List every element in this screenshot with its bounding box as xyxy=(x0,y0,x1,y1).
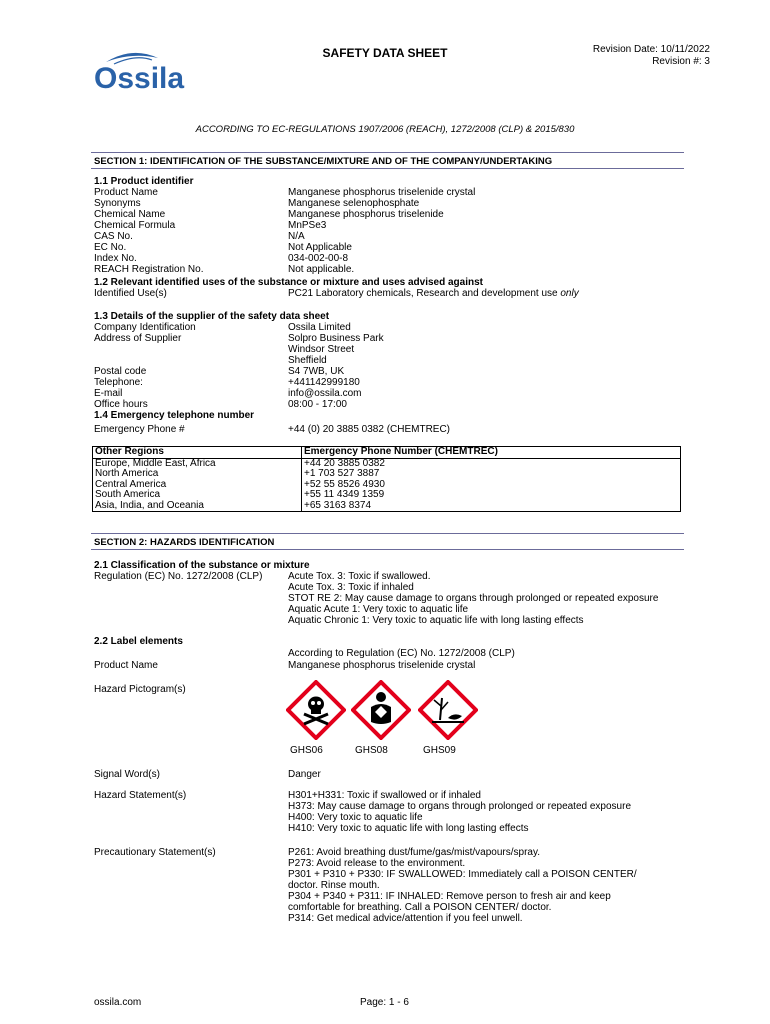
subsection-2-2: 2.2 Label elements xyxy=(94,636,183,647)
classification-line: STOT RE 2: May cause damage to organs through prolonged or repeated exposure xyxy=(288,593,659,604)
contact-value: +441142999180 xyxy=(288,377,360,388)
email-link[interactable]: info@ossila.com xyxy=(288,388,362,399)
label-row: REACH Registration No. xyxy=(94,264,204,275)
company-values xyxy=(288,322,384,366)
signal-word-label: Signal Word(s) xyxy=(94,769,160,780)
contact-value: 08:00 - 17:00 xyxy=(288,399,347,410)
subsection-1-1: 1.1 Product identifier xyxy=(94,176,194,187)
label-row: Chemical Formula xyxy=(94,220,176,231)
value-row: N/A xyxy=(288,231,305,242)
subsection-2-1: 2.1 Classification of the substance or mixture xyxy=(94,560,310,571)
classification-line: Aquatic Chronic 1: Very toxic to aquatic life with long lasting effects xyxy=(288,615,584,626)
table-cell: +44 20 3885 0382 xyxy=(302,458,681,469)
table-header: Other Regions xyxy=(93,447,302,459)
classification-line: Acute Tox. 3: Toxic if inhaled xyxy=(288,582,414,593)
document-title: SAFETY DATA SHEET xyxy=(322,46,448,60)
precaution-line: P261: Avoid breathing dust/fume/gas/mist/vapours/spray. xyxy=(288,847,540,858)
table-cell: +52 55 8526 4930 xyxy=(302,480,681,491)
value-row: 034-002-00-8 xyxy=(288,253,349,264)
address-label: Address of Supplier xyxy=(94,333,182,344)
precaution-line: P304 + P340 + P311: IF INHALED: Remove person to fresh air and keep xyxy=(288,891,611,902)
label-according: According to Regulation (EC) No. 1272/2008 (CLP) xyxy=(288,648,515,659)
emergency-label: Emergency Phone # xyxy=(94,424,185,435)
section-2-heading: SECTION 2: HAZARDS IDENTIFICATION xyxy=(91,533,684,550)
label-row: CAS No. xyxy=(94,231,133,242)
table-row xyxy=(93,480,681,491)
precaution-line: P301 + P310 + P330: IF SWALLOWED: Immediately call a POISON CENTER/ xyxy=(288,869,637,880)
hazard-line: H410: Very toxic to aquatic life with long lasting effects xyxy=(288,823,529,834)
classification-line: Aquatic Acute 1: Very toxic to aquatic life xyxy=(288,604,469,615)
company-labels xyxy=(94,322,196,344)
subsection-1-3: 1.3 Details of the supplier of the safety data sheet xyxy=(94,311,330,322)
identified-use-label: Identified Use(s) xyxy=(94,288,167,299)
classification-list xyxy=(288,571,658,626)
hazard-line: H373: May cause damage to organs through prolonged or repeated exposure xyxy=(288,801,632,812)
ghs08-health-hazard-pictogram xyxy=(351,680,411,740)
section-1-heading: SECTION 1: IDENTIFICATION OF THE SUBSTANCE/MIXTURE AND OF THE COMPANY/UNDERTAKING xyxy=(91,152,684,169)
contact-labels xyxy=(94,366,148,410)
contact-values xyxy=(288,366,362,410)
table-cell: Central America xyxy=(93,480,302,491)
precaution-line: P273: Avoid release to the environment. xyxy=(288,858,466,869)
address-line: Solpro Business Park xyxy=(288,333,384,344)
value-row: Not Applicable xyxy=(288,242,352,253)
precaution-line: P314: Get medical advice/attention if you feel unwell. xyxy=(288,913,523,924)
table-row xyxy=(93,469,681,480)
hazard-line: H400: Very toxic to aquatic life xyxy=(288,812,423,823)
value-row: Manganese phosphorus triselenide xyxy=(288,209,444,220)
company-label: Company Identification xyxy=(94,322,196,333)
precaution-line: doctor. Rinse mouth. xyxy=(288,880,380,891)
contact-value: S4 7WB, UK xyxy=(288,366,345,377)
revision-info xyxy=(593,44,710,68)
address-line: Sheffield xyxy=(288,355,327,366)
table-cell: +1 703 527 3887 xyxy=(302,469,681,480)
pictogram-code: GHS06 xyxy=(290,745,323,756)
table-row xyxy=(93,501,681,512)
subsection-1-4: 1.4 Emergency telephone number xyxy=(94,410,255,421)
hazard-statements xyxy=(288,790,631,834)
product-name-label: Product Name xyxy=(94,660,158,671)
classification-line: Acute Tox. 3: Toxic if swallowed. xyxy=(288,571,431,582)
emergency-value: +44 (0) 20 3885 0382 (CHEMTREC) xyxy=(288,424,451,435)
table-cell: Europe, Middle East, Africa xyxy=(93,458,302,469)
label-row: EC No. xyxy=(94,242,127,253)
label-row: Synonyms xyxy=(94,198,141,209)
precautionary-statements xyxy=(288,847,637,924)
contact-label: Postal code xyxy=(94,366,147,377)
address-line: Windsor Street xyxy=(288,344,355,355)
value-row: Not applicable. xyxy=(288,264,355,275)
identifier-values xyxy=(288,187,475,275)
identified-use-value xyxy=(288,288,579,299)
table-header: Emergency Phone Number (CHEMTREC) xyxy=(302,447,681,459)
revision-date: Revision Date: 10/11/2022 xyxy=(592,44,710,55)
identified-use-text: PC21 Laboratory chemicals, Research and development use xyxy=(288,288,561,299)
table-cell: +65 3163 8374 xyxy=(302,501,681,512)
footer-site[interactable]: ossila.com xyxy=(94,997,142,1008)
label-row: Product Name xyxy=(94,187,158,198)
table-cell: +55 11 4349 1359 xyxy=(302,490,681,501)
emergency-phone-table xyxy=(92,446,681,512)
hazard-statements-label: Hazard Statement(s) xyxy=(94,790,187,801)
footer-page-number: Page: 1 - 6 xyxy=(360,997,409,1008)
table-cell: North America xyxy=(93,469,302,480)
identifier-labels xyxy=(94,187,203,275)
signal-word-value: Danger xyxy=(288,769,321,780)
label-row: Index No. xyxy=(94,253,137,264)
pictogram-code: GHS09 xyxy=(423,745,456,756)
table-cell: South America xyxy=(93,490,302,501)
product-name-value: Manganese phosphorus triselenide crystal xyxy=(288,660,476,671)
table-cell: Asia, India, and Oceania xyxy=(93,501,302,512)
logo-text: Ossila xyxy=(94,62,185,94)
pictogram-code: GHS08 xyxy=(355,745,388,756)
ghs09-environment-pictogram xyxy=(418,680,478,740)
contact-label: E-mail xyxy=(94,388,123,399)
table-row xyxy=(93,490,681,501)
company-value: Ossila Limited xyxy=(288,322,351,333)
pictogram-label: Hazard Pictogram(s) xyxy=(94,684,186,695)
contact-label: Office hours xyxy=(94,399,148,410)
subsection-1-2: 1.2 Relevant identified uses of the substance or mixture and uses advised against xyxy=(94,277,484,288)
value-row: Manganese selenophosphate xyxy=(288,198,420,209)
table-header-row xyxy=(93,447,681,459)
value-row: MnPSe3 xyxy=(288,220,327,231)
ghs06-skull-pictogram xyxy=(286,680,346,740)
regulation-reference: ACCORDING TO EC-REGULATIONS 1907/2006 (REACH), 1272/2008 (CLP) & 2015/830 xyxy=(195,124,575,135)
identified-use-only: only xyxy=(560,288,579,299)
precaution-line: comfortable for breathing. Call a POISON CENTER/ doctor. xyxy=(288,902,552,913)
hazard-line: H301+H331: Toxic if swallowed or if inhaled xyxy=(288,790,481,801)
contact-label: Telephone: xyxy=(94,377,143,388)
table-row xyxy=(93,458,681,469)
precautionary-label: Precautionary Statement(s) xyxy=(94,847,216,858)
value-row: Manganese phosphorus triselenide crystal xyxy=(288,187,476,198)
revision-number: Revision #: 3 xyxy=(652,56,710,67)
regulation-label: Regulation (EC) No. 1272/2008 (CLP) xyxy=(94,571,263,582)
label-row: Chemical Name xyxy=(94,209,166,220)
